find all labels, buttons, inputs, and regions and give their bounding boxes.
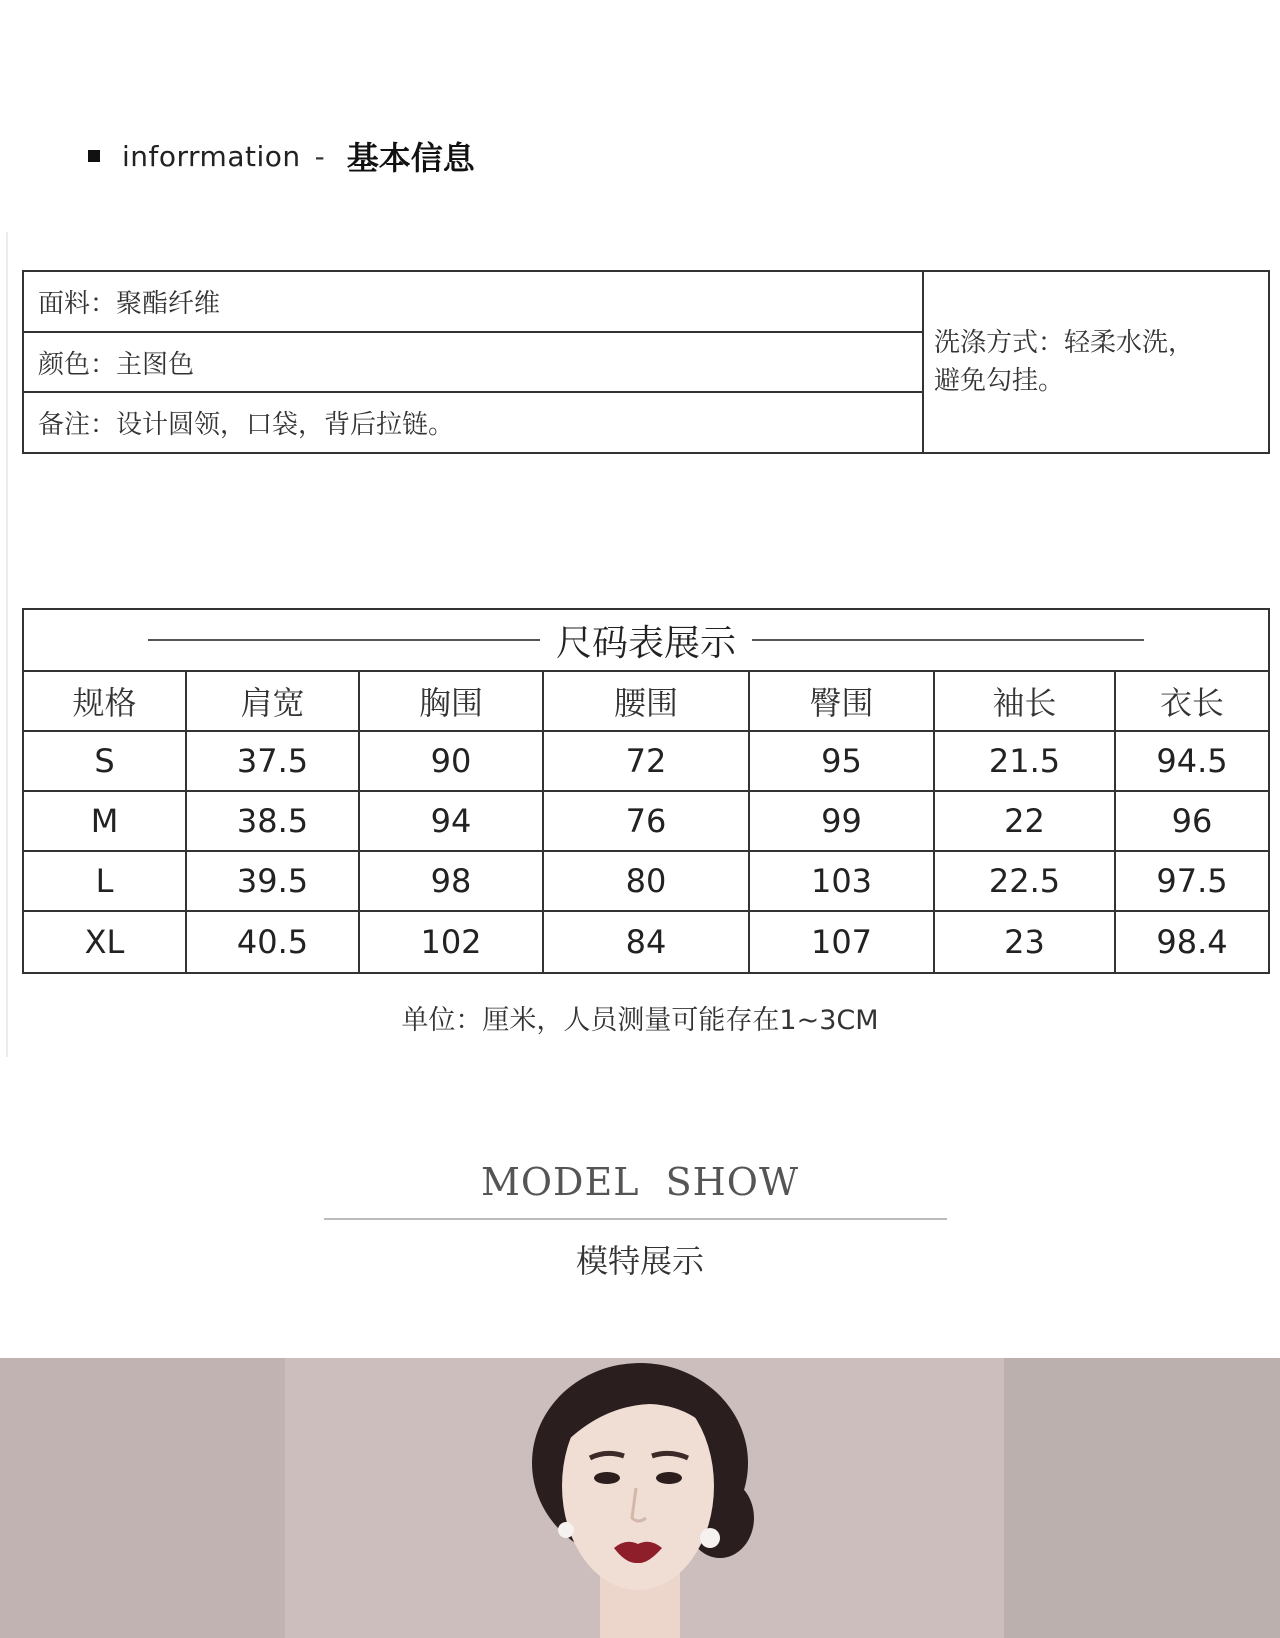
cell-sleeve: 23 — [935, 912, 1116, 972]
cell-shoulder: 39.5 — [187, 852, 360, 912]
header-hip: 臀围 — [750, 672, 935, 732]
cell-sleeve: 22.5 — [935, 852, 1116, 912]
header-sleeve: 袖长 — [935, 672, 1116, 732]
wash-line-2: 避免勾挂。 — [934, 366, 1065, 396]
wash-instructions — [924, 272, 1268, 452]
model-show-title-cn: 模特展示 — [575, 1242, 704, 1280]
header-english-label: inforrmation — [122, 139, 301, 173]
header-waist: 腰围 — [544, 672, 750, 732]
wash-line-1: 洗涤方式：轻柔水洗， — [934, 328, 1195, 358]
cell-spec: S — [24, 732, 187, 792]
header-separator: - — [314, 139, 325, 173]
remark-row: 备注：设计圆领，口袋，背后拉链。 — [24, 391, 922, 452]
cell-sleeve: 21.5 — [935, 732, 1116, 792]
size-chart-table — [22, 608, 1270, 974]
left-margin-rule — [6, 232, 8, 1057]
header-shoulder: 肩宽 — [187, 672, 360, 732]
size-chart-title: 尺码表展示 — [555, 622, 736, 664]
cell-sleeve: 22 — [935, 792, 1116, 852]
header-bust: 胸围 — [360, 672, 544, 732]
header-length: 衣长 — [1116, 672, 1268, 732]
cell-waist: 72 — [544, 732, 750, 792]
size-chart-title-row — [24, 610, 1268, 672]
cell-shoulder: 40.5 — [187, 912, 360, 972]
model-photo — [0, 1358, 1280, 1638]
cell-waist: 76 — [544, 792, 750, 852]
color-row: 颜色：主图色 — [24, 331, 922, 392]
cell-hip: 107 — [750, 912, 935, 972]
cell-bust: 102 — [360, 912, 544, 972]
header-spec: 规格 — [24, 672, 187, 732]
cell-bust: 98 — [360, 852, 544, 912]
model-portrait-illustration — [0, 1358, 1280, 1638]
cell-shoulder: 37.5 — [187, 732, 360, 792]
cell-waist: 84 — [544, 912, 750, 972]
title-rule-right — [752, 639, 1144, 641]
cell-spec: XL — [24, 912, 187, 972]
cell-waist: 80 — [544, 852, 750, 912]
fabric-row: 面料：聚酯纤维 — [38, 288, 221, 319]
square-bullet-icon — [88, 150, 100, 162]
model-show-divider — [324, 1218, 947, 1220]
cell-spec: M — [24, 792, 187, 852]
section-header — [88, 136, 475, 176]
cell-hip: 99 — [750, 792, 935, 852]
cell-length: 96 — [1116, 792, 1268, 852]
title-rule-left — [148, 639, 540, 641]
unit-note: 单位：厘米，人员测量可能存在1~3CM — [401, 1005, 879, 1036]
model-show-title-en: MODEL SHOW — [480, 1160, 800, 1204]
cell-spec: L — [24, 852, 187, 912]
cell-bust: 94 — [360, 792, 544, 852]
header-chinese-label: 基本信息 — [346, 139, 475, 177]
info-left-column — [24, 272, 924, 452]
cell-bust: 90 — [360, 732, 544, 792]
cell-length: 97.5 — [1116, 852, 1268, 912]
size-grid — [24, 672, 1268, 972]
cell-shoulder: 38.5 — [187, 792, 360, 852]
cell-length: 94.5 — [1116, 732, 1268, 792]
cell-hip: 95 — [750, 732, 935, 792]
cell-hip: 103 — [750, 852, 935, 912]
basic-info-table — [22, 270, 1270, 454]
cell-length: 98.4 — [1156, 923, 1228, 961]
